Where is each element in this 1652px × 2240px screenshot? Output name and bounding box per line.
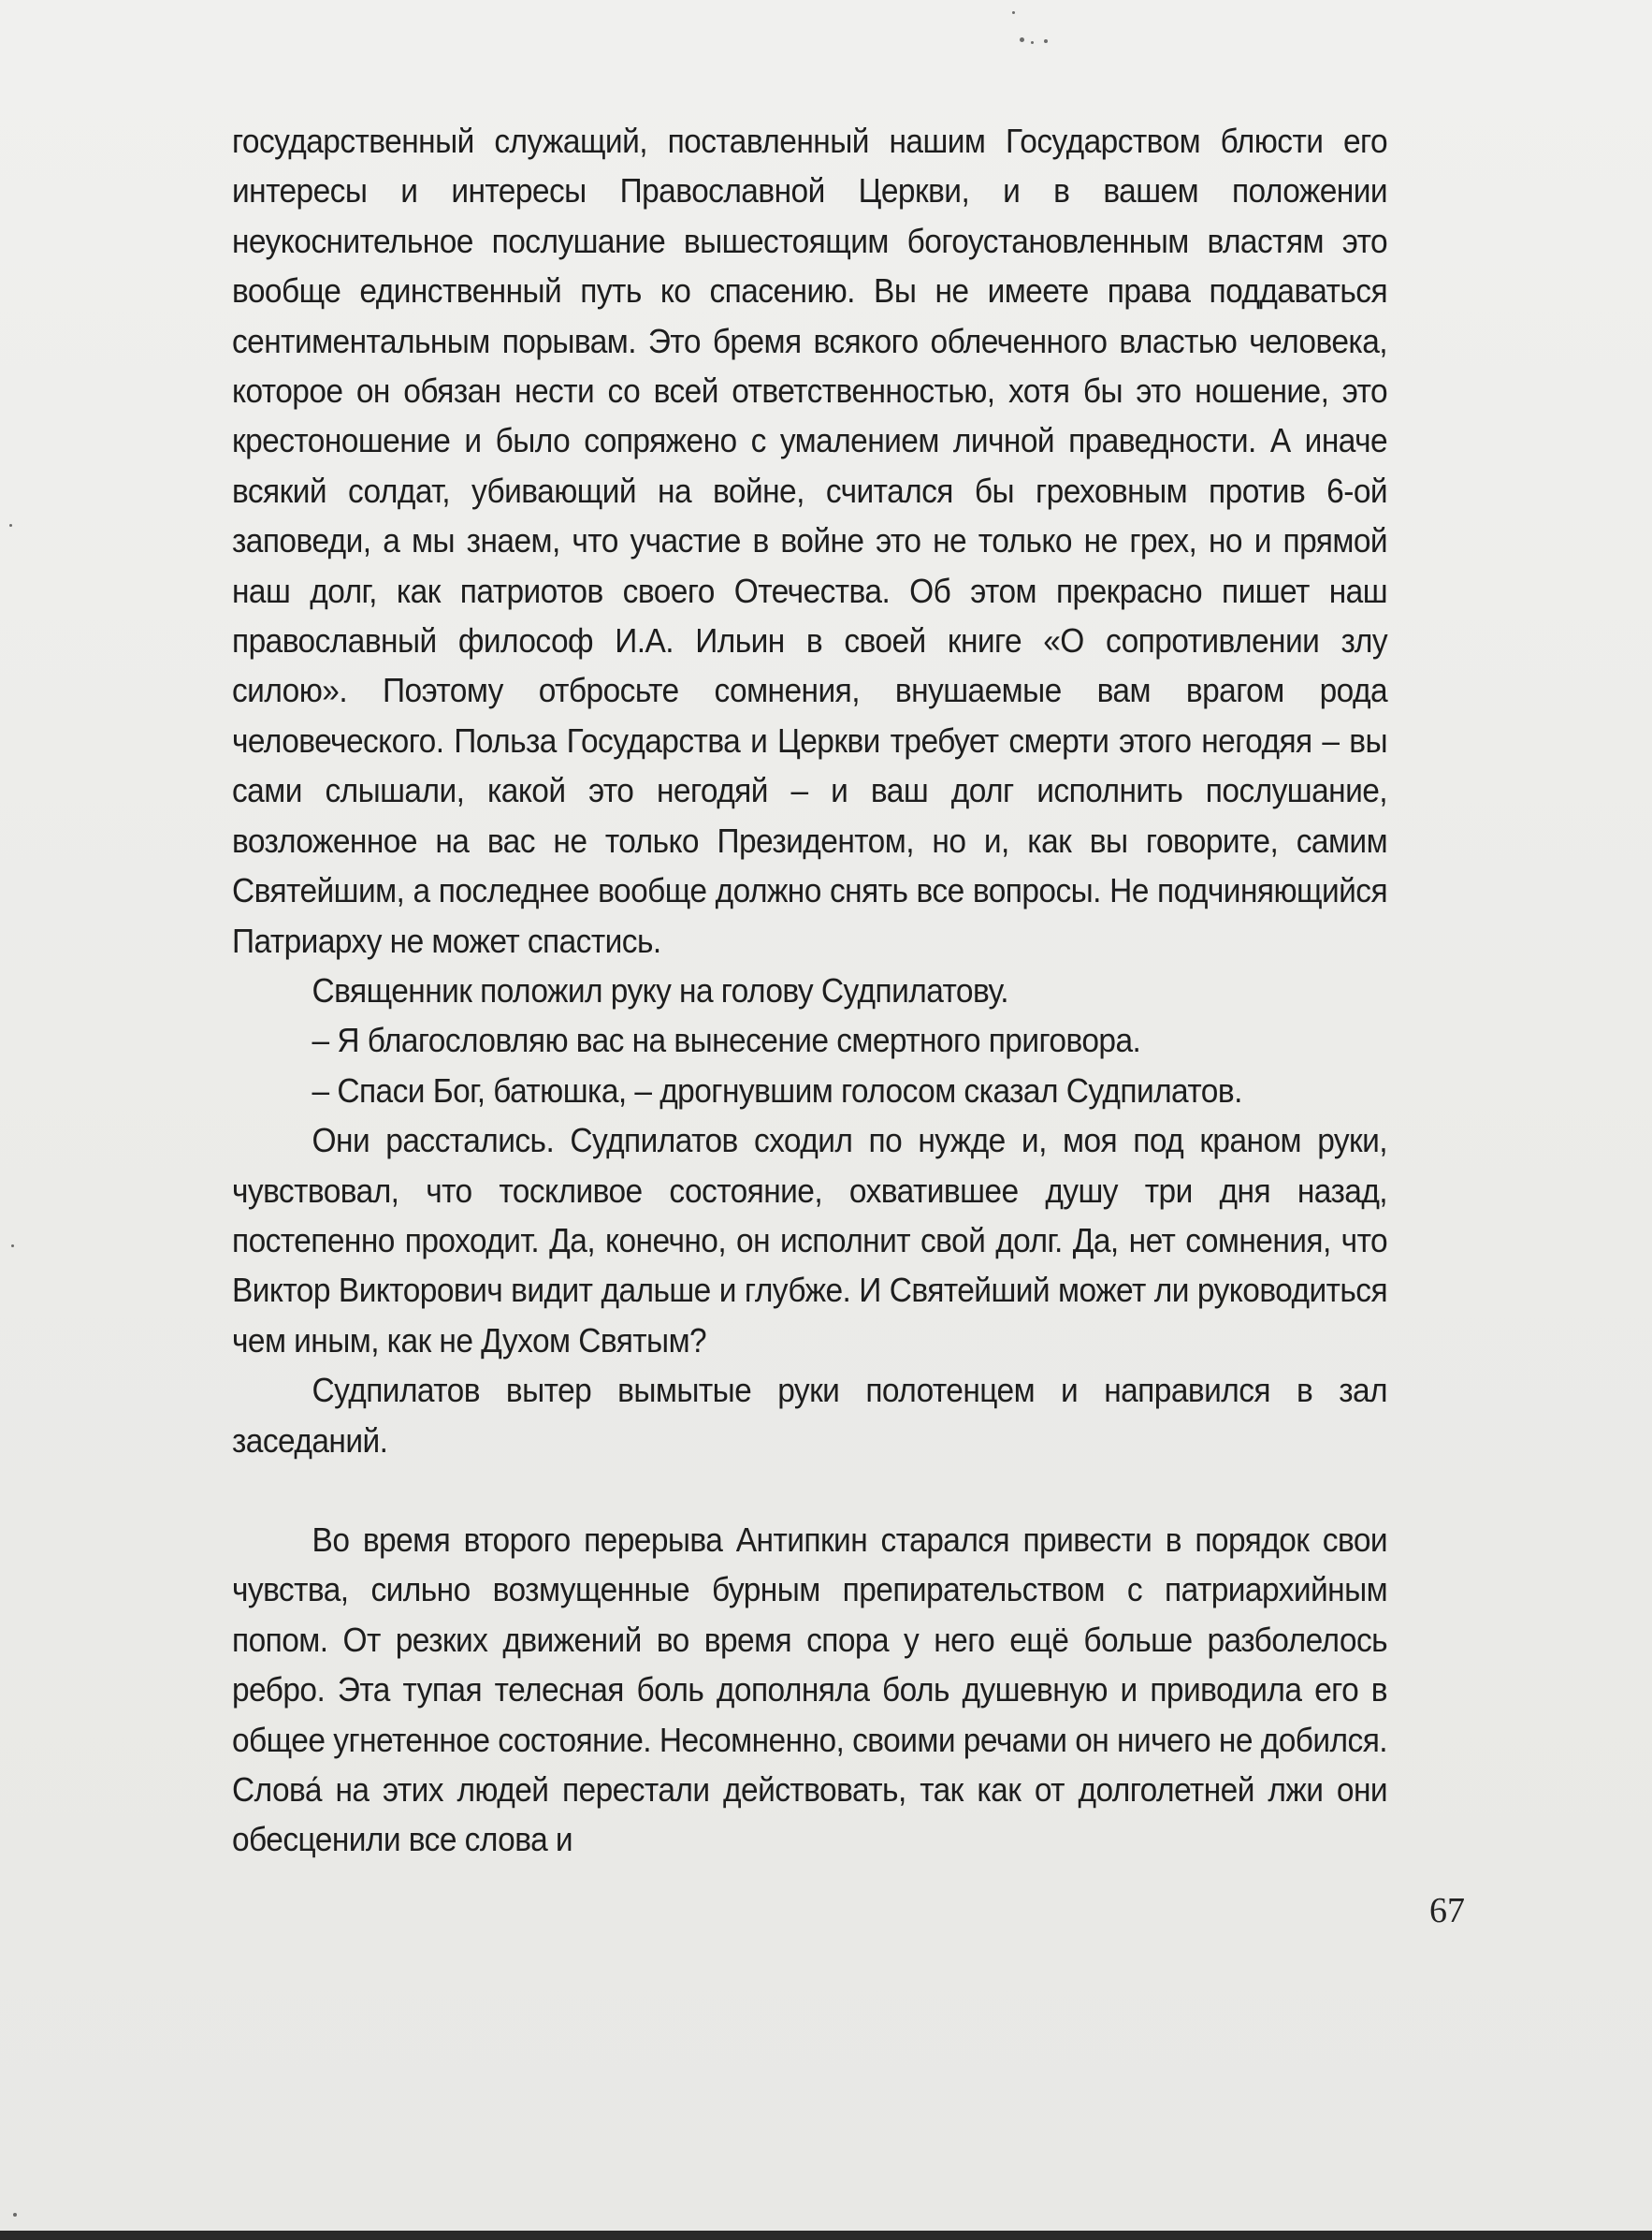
paragraph-6: Судпилатов вытер вымытые руки полотенцем и направился в зал заседаний. <box>232 1371 1388 1460</box>
scan-bottom-edge <box>0 2231 1652 2240</box>
scan-speck <box>1044 39 1048 43</box>
paragraph-4: – Спаси Бог, батюшка, – дрогнувшим голосом сказал Судпилатов. <box>312 1070 1242 1110</box>
scan-speck <box>1012 11 1015 14</box>
scan-speck <box>1031 41 1034 44</box>
scan-speck <box>11 1244 14 1247</box>
page-number: 67 <box>1429 1891 1465 1930</box>
paragraph-1: государственный служащий, поставленный нашим Государством блюсти его интересы и интересы Православной Церкви, и в вашем положении неукоснительное послушание вышестоящим богоустановленным властям это вообще единственный путь ко спасению. Вы не имеете права поддаваться сентиментальным порывам. Это бремя всякого облеченного властью человека, которое он обязан нести со всей ответственностью, хотя бы это ношение, это крестоношение и было сопряжено с умалением личной праведности. А иначе всякий солдат, убивающий на войне, считался бы греховным против 6-ой заповеди, а мы знаем, что участие в войне это не только не грех, но и прямой наш долг, как патриотов своего Отечества. Об этом прекрасно пишет наш православный философ И.А. Ильин в своей книге «О сопротивлении злу силою». Поэтому отбросьте сомнения, внушаемые вам врагом рода человеческого. Польза Государства и Церкви требует смерти этого негодяя – вы сами слышали, какой это негодяй – и ваш долг исполнить послушание, возложенное на вас не только Президентом, но и, как вы говорите, самим Святейшим, а последнее вообще должно снять все вопросы. Не подчиняющийся Патриарху не может спастись. <box>232 122 1388 960</box>
scan-speck <box>13 2213 17 2217</box>
page-text <box>232 116 1387 1865</box>
paragraph-7: Во время второго перерыва Антипкин старался привести в порядок свои чувства, сильно возмущенные бурным препирательством с патриархийным попом. От резких движений во время спора у него ещё больше разболелось ребро. Эта тупая телесная боль дополняла боль душевную и приводила его в общее угнетенное состояние. Несомненно, своими речами он ничего не добился. Слова́ на этих людей перестали действовать, так как от долголетней лжи они обесценили все слова и <box>232 1520 1388 1859</box>
scan-speck <box>9 524 12 527</box>
paragraph-5: Они расстались. Судпилатов сходил по нужде и, моя под краном руки, чувствовал, что тоскливое состояние, охватившее душу три дня назад, постепенно проходит. Да, конечно, он исполнит свой долг. Да, нет сомнения, что Виктор Викторович видит дальше и глубже. И Святейший может ли руководиться чем иным, как не Духом Святым? <box>232 1121 1388 1360</box>
scan-speck <box>1020 37 1024 42</box>
paragraph-2: Священник положил руку на голову Судпилатову. <box>312 970 1009 1010</box>
paragraph-3: – Я благословляю вас на вынесение смертного приговора. <box>312 1021 1141 1060</box>
